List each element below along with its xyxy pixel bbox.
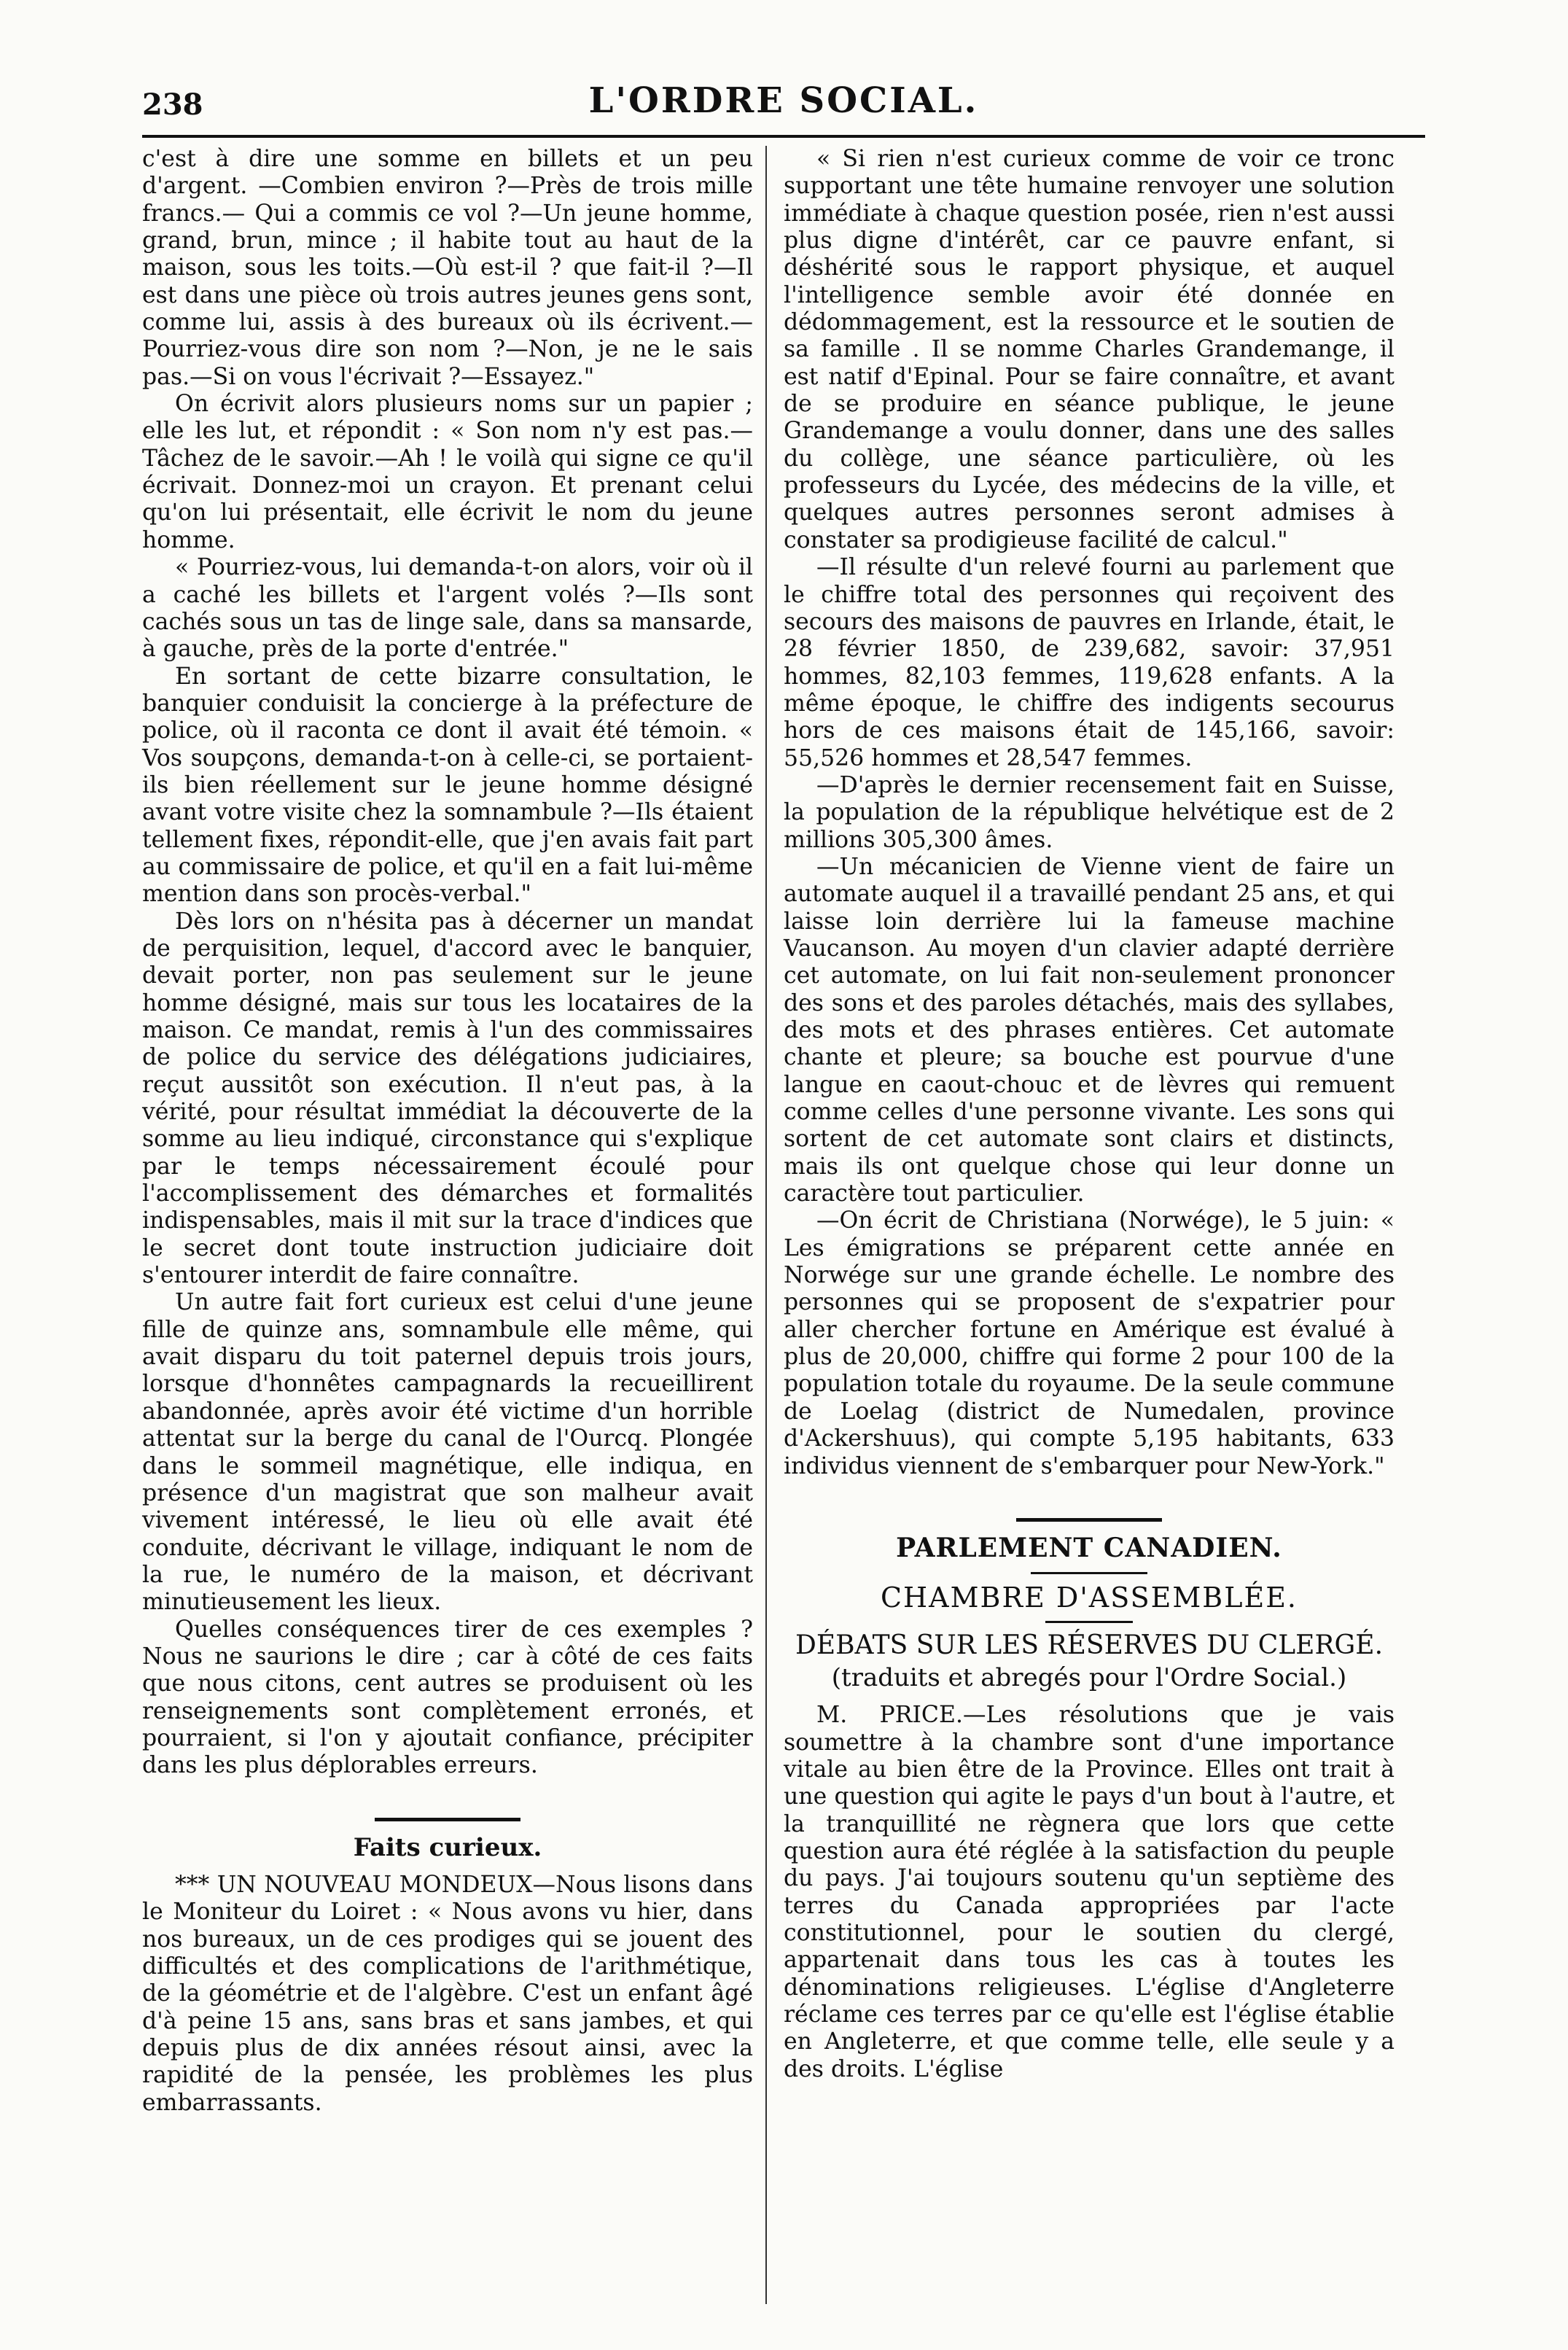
article-paragraph: On écrivit alors plusieurs noms sur un papier ; elle les lut, et répondit : « Son nom n'y est pas.—Tâchez de le savoir.—Ah ! le voilà qui signe ce qu'il écrivait. Donnez-moi un crayon. Et prenant celui qu'on lui présentait, elle écrivit le nom du jeune homme. — [142, 391, 753, 553]
parlement-title: PARLEMENT CANADIEN. — [896, 1532, 1282, 1563]
article-paragraph: —On écrit de Christiana (Norwége), le 5 juin: « Les émigrations se préparent cette année en Norwége sur une grande échelle. Le nombre des personnes qui se proposent de s'expatrier pour aller chercher fortune en Amérique est évalué à plus de 20,000, chiffre qui forme 2 pour 100 de la population totale du royaume. De la seule commune de Loelag (district de Numedalen, province d'Ackershuus), qui compte 5,195 habitants, 633 individus viennent de s'embarquer pour New-York." — [784, 1207, 1395, 1479]
article-paragraph: « Si rien n'est curieux comme de voir ce tronc supportant une tête humaine renvoyer une solution immédiate à chaque question posée, rien n'est aussi plus digne d'intérêt, car ce pauvre enfant, si déshérité sous le rapport physique, et auquel l'intelligence semble avoir été donnée en dédommagement, est la ressource et le soutien de sa famille . Il se nomme Charles Grandemange, il est natif d'Epinal. Pour se faire connaître, et avant de se produire en séance publique, le jeune Grandemange a voulu donner, dans une des salles du collège, une séance particulière, où les professeurs du Lycée, des médecins de la ville, et quelques autres personnes seront admises à constater sa prodigieuse facilité de calcul." — [784, 146, 1395, 553]
debats-title: DÉBATS SUR LES RÉSERVES DU CLERGÉ. — [795, 1630, 1384, 1660]
price-text: —Les résolutions que je vais soumettre à la chambre sont d'une importance vitale au bien être de la Province. Elles ont trait à une question qui agite le pays d'un bout à l'autre, et la tranquillité ne règnera que lors que cette question aura été réglée à la satisfaction du peuple du pays. J'ai toujours soutenu qu'un septième des terres du Canada appropriées par l'acte constitutionnel, pour le soutien du clergé, appartenait dans tous les cas à toutes les dénominations religieuses. L'église d'Angleterre réclame ces terres par ce qu'elle est l'église établie en Angleterre, et que comme telle, elle seule y a des droits. L'église — [784, 1702, 1395, 2082]
left-column — [142, 146, 753, 2117]
page-header — [142, 80, 1425, 131]
translated-note: (traduits et abregés pour l'Ordre Social.) — [831, 1662, 1347, 1692]
article-paragraph: —Il résulte d'un relevé fourni au parlement que le chiffre total des personnes qui reçoivent des secours des maisons de pauvres en Irlande, était, le 28 février 1850, de 239,682, savoir: 37,951 hommes, 82,103 femmes, 119,628 enfants. A la même époque, le chiffre des indigents secourus hors de ces maisons était de 145,166, savoir: 55,526 hommes et 28,547 femmes. — [784, 554, 1395, 771]
section-rule — [1016, 1518, 1162, 1522]
article-paragraph: Un autre fait fort curieux est celui d'une jeune fille de quinze ans, somnambule elle même, qui avait disparu du toit paternel depuis trois jours, lorsque d'honnêtes campagnards la recueillirent abandonnée, après avoir été victime d'un horrible attentat sur la berge du canal de l'Ourcq. Plongée dans le sommeil magnétique, elle indiqua, en présence d'un magistrat que son malheur avait vivement intéressé, le lieu où elle avait été conduite, décrivant le village, indiquant le nom de la rue, le numéro de la maison, et décrivant minutieusement les lieux. — [142, 1289, 753, 1616]
section-rule — [1031, 1572, 1147, 1574]
section-rule — [1045, 1621, 1133, 1623]
faits-curieux-title: Faits curieux. — [353, 1832, 542, 1862]
faits-lead: *** UN NOUVEAU MONDEUX — [175, 1871, 533, 1898]
page-number: 238 — [142, 87, 203, 122]
header-rule — [142, 135, 1425, 138]
article-paragraph: « Pourriez-vous, lui demanda-t-on alors, voir où il a caché les billets et l'argent volés ?—Ils sont cachés sous un tas de linge sale, dans sa mansarde, à gauche, près de la porte d'entrée." — [142, 554, 753, 663]
chambre-title: CHAMBRE D'ASSEMBLÉE. — [880, 1581, 1298, 1614]
column-divider — [765, 146, 767, 2304]
article-paragraph: En sortant de cette bizarre consultation, le banquier conduisit la concierge à la préfecture de police, où il raconta ce dont il avait été témoin. « Vos soupçons, demanda-t-on à celle-ci, se portaient-ils bien réellement sur le jeune homme désigné avant votre visite chez la somnambule ?—Ils étaient tellement fixes, répondit-elle, que j'en avais fait part au commissaire de police, et qu'il en a fait lui-même mention dans son procès-verbal." — [142, 663, 753, 908]
section-rule — [375, 1818, 520, 1821]
price-paragraph — [784, 1702, 1395, 2083]
right-column — [784, 146, 1395, 2083]
article-paragraph: Dès lors on n'hésita pas à décerner un mandat de perquisition, lequel, d'accord avec le banquier, devait porter, non pas seulement sur le jeune homme désigné, mais sur tous les locataires de la maison. Ce mandat, remis à l'un des commissaires de police du service des délégations judiciaires, reçut aussitôt son exécution. Il n'eut pas, à la vérité, pour résultat immédiat la découverte de la somme au lieu indiqué, circonstance qui s'explique par le temps nécessairement écoulé pour l'accomplissement des démarches et formalités indispensables, mais il mit sur la trace d'indices que le secret dont toute instruction judiciaire doit s'entourer interdit de faire connaître. — [142, 908, 753, 1289]
speaker-name: M. PRICE. — [816, 1702, 964, 1729]
article-paragraph: c'est à dire une somme en billets et un peu d'argent. —Combien environ ?—Près de trois mille francs.— Qui a commis ce vol ?—Un jeune homme, grand, brun, mince ; il habite tout au haut de la maison, sous les toits.—Où est-il ? que fait-il ?—Il est dans une pièce où trois autres jeunes gens sont, comme lui, assis à des bureaux où ils écrivent.—Pourriez-vous dire son nom ?—Non, je ne le sais pas.—Si on vous l'écrivait ?—Essayez." — [142, 146, 753, 390]
article-paragraph: Quelles conséquences tirer de ces exemples ? Nous ne saurions le dire ; car à côté de ces faits que nous citons, cent autres se produisent où les renseignements sont complètement erronés, et pourraient, si l'on y ajoutait confiance, précipiter dans les plus déplorables erreurs. — [142, 1616, 753, 1779]
journal-title: L'ORDRE SOCIAL. — [588, 80, 979, 121]
article-paragraph: —D'après le dernier recensement fait en Suisse, la population de la république helvétique est de 2 millions 305,300 âmes. — [784, 771, 1395, 853]
faits-paragraph — [142, 1872, 753, 2117]
faits-text: —Nous lisons dans le Moniteur du Loiret : « Nous avons vu hier, dans nos bureaux, un de ces prodiges qui se jouent des difficultés et des complications de l'arithmétique, de la géométrie et de l'algèbre. C'est un enfant âgé d'à peine 15 ans, sans bras et sans jambes, et qui depuis plus de dix années résout ainsi, avec la rapidité de la pensée, les problèmes les plus embarrassants. — [142, 1871, 753, 2116]
article-paragraph: —Un mécanicien de Vienne vient de faire un automate auquel il a travaillé pendant 25 ans, et qui laisse loin derrière lui la fameuse machine Vaucanson. Au moyen d'un clavier adapté derrière cet automate, on lui fait non-seulement prononcer des sons et des paroles détachés, mais des syllabes, des mots et des phrases entières. Cet automate chante et pleure; sa bouche est pourvue d'une langue en caout-chouc et de lèvres qui remuent comme celles d'une personne vivante. Les sons qui sortent de cet automate sont clairs et distincts, mais ils ont quelque chose qui leur donne un caractère tout particulier. — [784, 853, 1395, 1207]
